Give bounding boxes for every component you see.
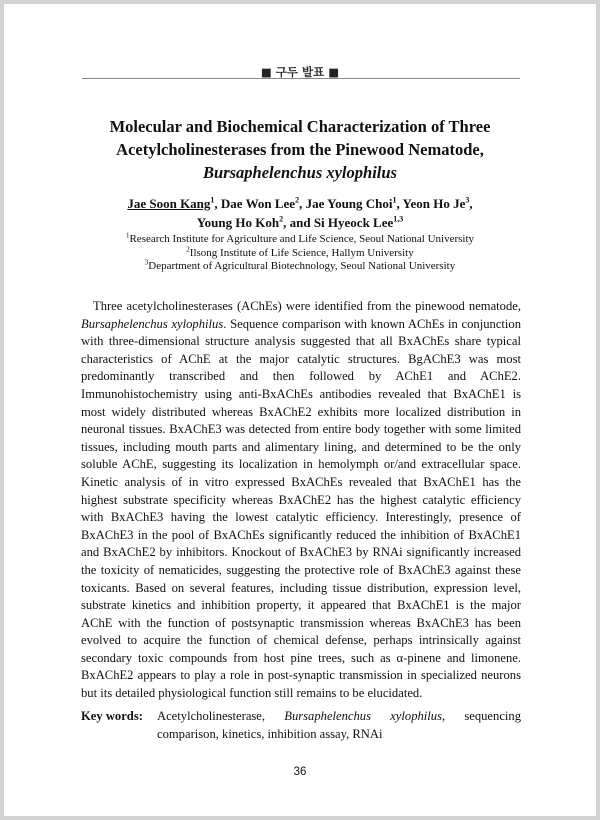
title-line-1: Molecular and Biochemical Characterization of Three: [109, 117, 491, 136]
author-affiliation-mark: 2: [279, 214, 284, 224]
author-list: Jae Soon Kang$^1$, Dae Won Lee$^2$, Jae Young Choi$^1$, Yeon Ho Je$^3$, Young Ho Koh$^2$, and Si Hyeock Lee$^{1,3}$: [127, 195, 473, 230]
author-name: Yeon Ho Je: [402, 196, 466, 211]
keywords-text: Acetylcholinesterase, Bursaphelenchus xylophilus, sequencing comparison, kinetics, inhibition assay, RNAi: [157, 709, 521, 741]
author-affiliation-mark: 1: [210, 195, 215, 205]
title-line-2: Acetylcholinesterases from the Pinewood Nematode,: [116, 140, 484, 159]
section-header: ■ 구두 발표 ■: [260, 65, 340, 79]
keywords: [81, 708, 521, 743]
title-species: Bursaphelenchus xylophilus: [203, 163, 397, 182]
species-name: Bursaphelenchus xylophilus: [81, 316, 224, 331]
author-name: Si Hyeock Lee: [313, 215, 394, 230]
author-name: Young Ho Koh: [196, 215, 280, 230]
author-affiliation-mark: 1,3: [393, 214, 404, 224]
author-name: Dae Won Lee: [220, 196, 296, 211]
paper-title: [60, 115, 540, 184]
author-affiliation-mark: 3: [465, 195, 470, 205]
affiliation-item: $^3$Department of Agricultural Biotechnology, Seoul National University: [144, 258, 456, 272]
author-name: Jae Soon Kang: [127, 196, 211, 211]
abstract-paragraph: Three acetylcholinesterases (AChEs) were identified from the pinewood nematode, Bursaphelenchus xylophilus. Sequence comparison with known AChEs in conjunction with three-dimensional structure analysis suggested that all BxAChEs share typical characteristics of AChE at the major catalytic structures. BgAChE3 was most predominantly transcribed and then followed by AChE1 and AChE2. Immunohistochemistry using anti-BxAChEs antibodies revealed that BxAChE1 is most widely distributed whereas BxAChE2 exhibits more localized distribution in neuronal tissues. BxAChE3 was detected from entire body together with some limited tissues, including mouth parts and alimentary lining, and determined to be the only soluble AChE, suggesting its localization in hemolymph or/and extracellular space. Kinetic analysis of in vitro expressed BxAChEs revealed that BxAChE1 has the highest substrate specificity whereas BxAChE2 has the highest catalytic efficiency with BxAChE3 having the lowest catalytic efficiency. Interestingly, presence of BxAChE3 in the pool of BxAChEs significantly reduced the inhibition of BxAChE1 and BxAChE2 by inhibitors. Knockout of BxAChE3 by RNAi significantly increased the toxicity of nematicides, suggesting the protective role of BxAChE3 against these toxicants. Based on several features, including tissue distribution, expression level, substrate kinetics and inhibition property, it appeared that BxAChE1 is the major AChE with the function of postsynaptic transmission whereas BxAChE3 has been evolved to acquire the function of chemical defense, perhaps intrinsically against secondary toxic compounds from host pine trees, such as α-pinene and limonene. BxAChE2 appears to play a role in post-synaptic transmission in specialized neurons but its detailed physiological function still remains to be elucidated.: [81, 299, 521, 701]
page-number: 36: [293, 766, 307, 778]
header-divider: [82, 78, 520, 79]
affiliation-item: $^1$Research Institute for Agriculture and Life Science, Seoul National University: [125, 231, 475, 245]
author-name: Jae Young Choi: [305, 196, 393, 211]
author-affiliation-mark: 2: [295, 195, 300, 205]
keywords-label: Key words:: [81, 709, 143, 723]
affiliation-list: [60, 233, 540, 274]
affiliation-item: $^2$Ilsong Institute of Life Science, Hallym University: [186, 244, 414, 259]
author-affiliation-mark: 1: [392, 195, 397, 205]
